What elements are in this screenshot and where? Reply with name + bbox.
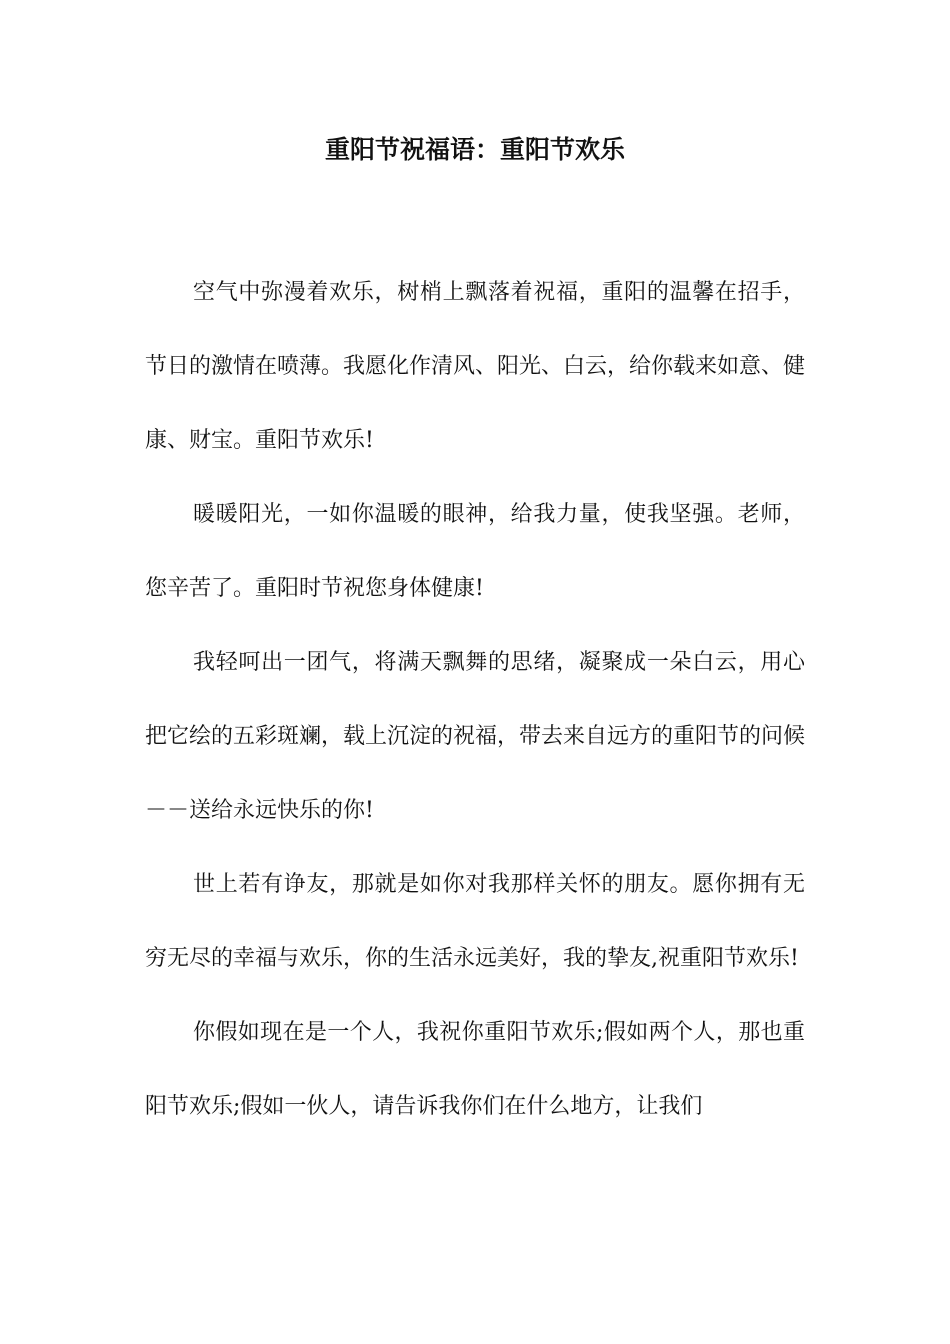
paragraph: 你假如现在是一个人，我祝你重阳节欢乐;假如两个人，那也重阳节欢乐;假如一伙人，请告诉我你们在什么地方，让我们 — [145, 1020, 805, 1119]
document-title: 重阳节祝福语：重阳节欢乐 — [324, 135, 625, 164]
paragraph: 暖暖阳光，一如你温暖的眼神，给我力量，使我坚强。老师，您辛苦了。重阳时节祝您身体健康! — [145, 502, 805, 601]
paragraph: 我轻呵出一团气，将满天飘舞的思绪，凝聚成一朵白云，用心把它绘的五彩斑斓，载上沉淀的祝福，带去来自远方的重阳节的问候－－送给永远快乐的你! — [145, 650, 806, 823]
paragraph: 空气中弥漫着欢乐，树梢上飘落着祝福，重阳的温馨在招手，节日的激情在喷薄。我愿化作清风、阳光、白云，给你载来如意、健康、财宝。重阳节欢乐! — [145, 280, 806, 453]
document-body — [145, 256, 805, 1144]
paragraph: 世上若有诤友，那就是如你对我那样关怀的朋友。愿你拥有无穷无尽的幸福与欢乐，你的生活永远美好，我的挚友,祝重阳节欢乐! — [145, 872, 805, 971]
